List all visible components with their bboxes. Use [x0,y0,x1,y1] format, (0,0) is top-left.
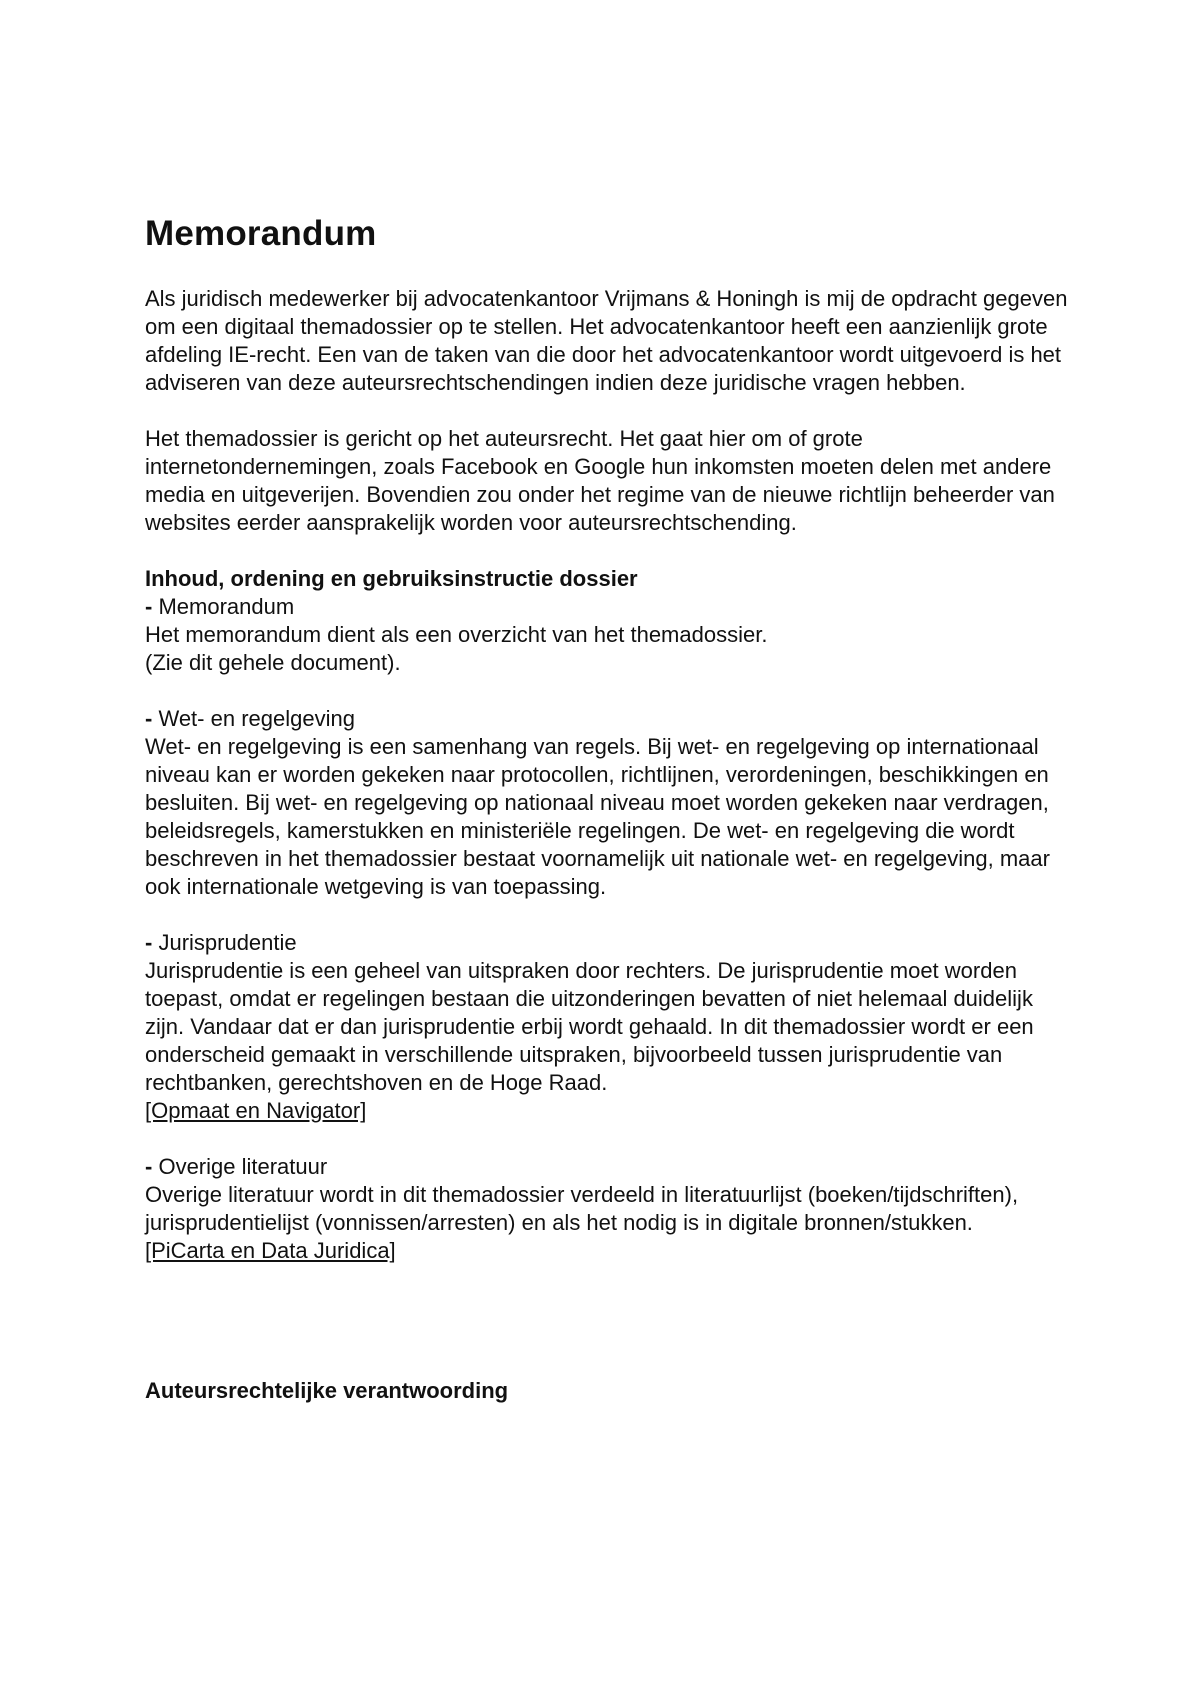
item-bullet-dash: - [145,930,153,955]
item-line: Het memorandum dient als een overzicht van het themadossier. [145,622,768,647]
item-paragraph: Jurisprudentie is een geheel van uitspraken door rechters. De jurisprudentie moet worden toepast, omdat er regelingen bestaan die uitzonderingen bevatten of niet helemaal duidelijk zijn. Vandaar dat er dan jurisprudentie erbij wordt gehaald. In dit themadossier wordt er een onderscheid gemaakt in verschillende uitspraken, bijvoorbeeld tussen jurisprudentie van rechtbanken, gerechtshoven en de Hoge Raad. [145,958,1034,1095]
item-title-text: Memorandum [158,594,295,619]
spacer [145,397,1075,425]
intro-paragraph: Het themadossier is gericht op het auteursrecht. Het gaat hier om of grote internetondernemingen, zoals Facebook en Google hun inkomsten moeten delen met andere media en uitgeverijen. Bovendien zou onder het regime van de nieuwe richtlijn beheerder van websites eerder aansprakelijk worden voor auteursrechtschending. [145,426,1055,535]
document-title: Memorandum [145,214,377,253]
picarta-data-juridica-link[interactable]: [PiCarta en Data Juridica] [145,1238,396,1263]
item-title-memorandum [145,593,1075,621]
section-heading: Inhoud, ordening en gebruiksinstructie dossier [145,566,638,591]
item-title-overige-literatuur [145,1153,1075,1181]
item-line: (Zie dit gehele document). [145,650,401,675]
spacer [145,901,1075,929]
item-title-text: Overige literatuur [158,1154,328,1179]
opmaat-navigator-link[interactable]: [Opmaat en Navigator] [145,1098,367,1123]
item-bullet-dash: - [145,594,153,619]
spacer [145,1125,1075,1153]
spacer [145,677,1075,705]
spacer [145,1265,1075,1377]
item-paragraph: Overige literatuur wordt in dit themadossier verdeeld in literatuurlijst (boeken/tijdschriften), jurisprudentielijst (vonnissen/arresten) en als het nodig is in digitale bronnen/stukken. [145,1182,1019,1235]
item-title-jurisprudentie [145,929,1075,957]
item-title-text: Wet- en regelgeving [158,706,355,731]
item-title-text: Jurisprudentie [158,930,297,955]
item-paragraph: Wet- en regelgeving is een samenhang van regels. Bij wet- en regelgeving op internationaal niveau kan er worden gekeken naar protocollen, richtlijnen, verordeningen, beschikkingen en besluiten. Bij wet- en regelgeving op nationaal niveau moet worden gekeken naar verdragen, beleidsregels, kamerstukken en ministeriële regelingen. De wet- en regelgeving die wordt beschreven in het themadossier bestaat voornamelijk uit nationale wet- en regelgeving, maar ook internationale wetgeving is van toepassing. [145,734,1050,899]
document-body [145,212,1075,1405]
item-bullet-dash: - [145,706,153,731]
spacer [145,256,1075,285]
intro-paragraph: Als juridisch medewerker bij advocatenkantoor Vrijmans & Honingh is mij de opdracht gegeven om een digitaal themadossier op te stellen. Het advocatenkantoor heeft een aanzienlijk grote afdeling IE-recht. Een van de taken van die door het advocatenkantoor wordt uitgevoerd is het adviseren van deze auteursrechtschendingen indien deze juridische vragen hebben. [145,286,1068,395]
spacer [145,537,1075,565]
item-title-wet-en-regelgeving [145,705,1075,733]
item-bullet-dash: - [145,1154,153,1179]
final-heading: Auteursrechtelijke verantwoording [145,1378,509,1403]
